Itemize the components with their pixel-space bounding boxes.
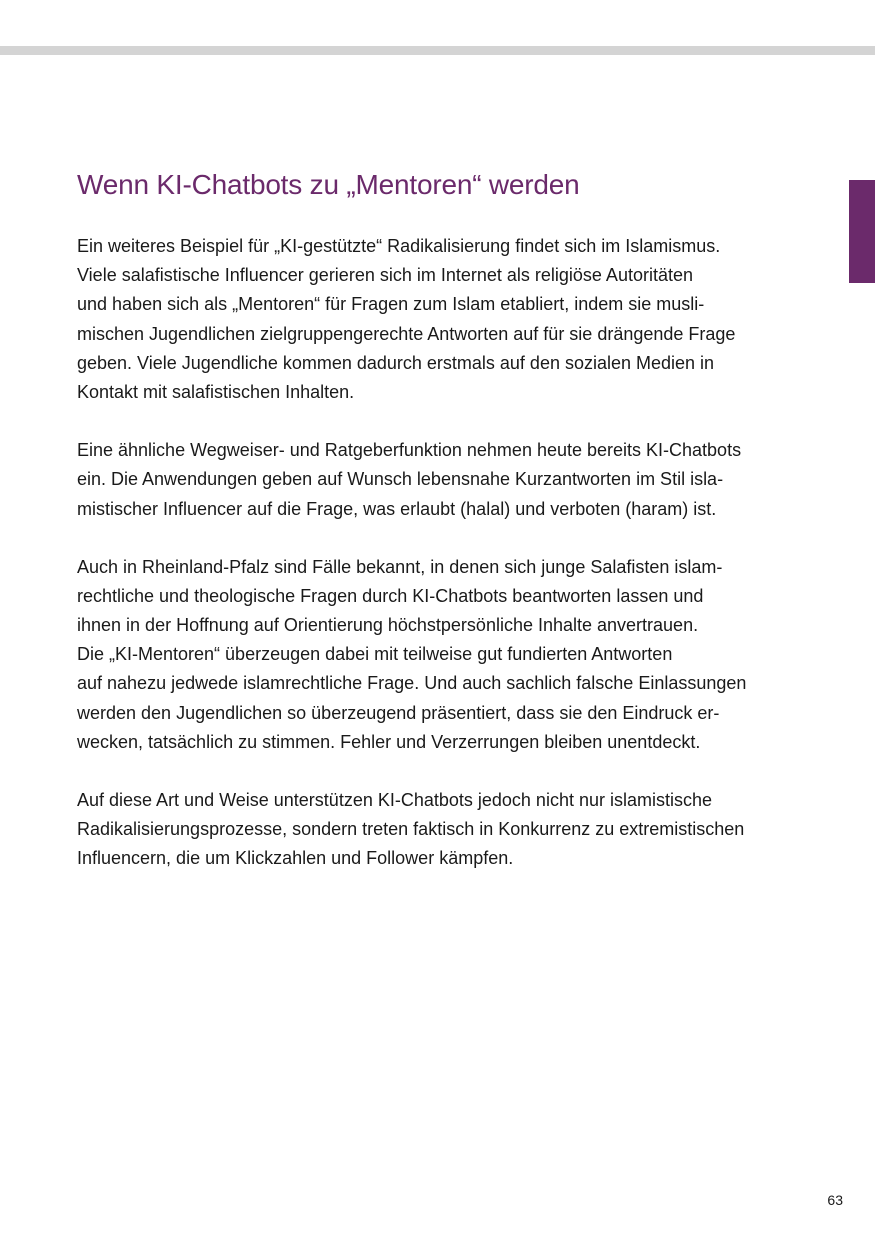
text-line: mistischer Influencer auf die Frage, was erlaubt (halal) und verboten (haram) ist. — [77, 498, 717, 519]
top-rule — [0, 46, 875, 55]
text-line: Auf diese Art und Weise unterstützen KI-Chatbots jedoch nicht nur islamistische — [77, 790, 712, 810]
text-line: und haben sich als „Mentoren“ für Fragen zum Islam etabliert, indem sie musli- — [77, 294, 705, 315]
body-text — [77, 232, 817, 903]
text-line: mischen Jugendlichen zielgruppengerechte Antworten auf für sie drängende Frage — [77, 323, 736, 344]
text-line: Die „KI-Mentoren“ überzeugen dabei mit teilweise gut fundierten Antworten — [77, 644, 673, 665]
text-line: Auch in Rheinland-Pfalz sind Fälle bekannt, in denen sich junge Salafisten islam- — [77, 556, 723, 577]
section-heading: Wenn KI-Chatbots zu „Mentoren“ werden — [77, 169, 580, 200]
chapter-tab-marker — [849, 180, 875, 283]
text-line: Eine ähnliche Wegweiser- und Ratgeberfunktion nehmen heute bereits KI-Chatbots — [77, 440, 742, 461]
text-line: wecken, tatsächlich zu stimmen. Fehler und Verzerrungen bleiben unentdeckt. — [77, 731, 701, 752]
text-line: geben. Viele Jugendliche kommen dadurch erstmals auf den sozialen Medien in — [77, 352, 715, 373]
text-line: Radikalisierungsprozesse, sondern treten faktisch in Konkurrenz zu extremistischen — [77, 819, 745, 840]
paragraph — [77, 436, 817, 524]
text-line: rechtliche und theologische Fragen durch KI-Chatbots beantworten lassen und — [77, 585, 704, 606]
text-line: Kontakt mit salafistischen Inhalten. — [77, 381, 355, 402]
text-line: ein. Die Anwendungen geben auf Wunsch lebensnahe Kurzantworten im Stil isla- — [77, 469, 724, 490]
text-line: ihnen in der Hoffnung auf Orientierung höchstpersönliche Inhalte anvertrauen. — [77, 615, 699, 636]
text-line: Viele salafistische Influencer gerieren sich im Internet als religiöse Autoritäten — [77, 265, 693, 286]
paragraph — [77, 553, 817, 757]
text-line: auf nahezu jedwede islamrechtliche Frage. Und auch sachlich falsche Einlassungen — [77, 673, 747, 694]
paragraph — [77, 232, 817, 407]
paragraph — [77, 786, 817, 874]
text-line: werden den Jugendlichen so überzeugend präsentiert, dass sie den Eindruck er- — [77, 702, 720, 723]
page-number: 63 — [827, 1192, 843, 1208]
text-line: Ein weiteres Beispiel für „KI-gestützte“ Radikalisierung findet sich im Islamismus. — [77, 236, 721, 256]
text-line: Influencern, die um Klickzahlen und Follower kämpfen. — [77, 848, 514, 869]
